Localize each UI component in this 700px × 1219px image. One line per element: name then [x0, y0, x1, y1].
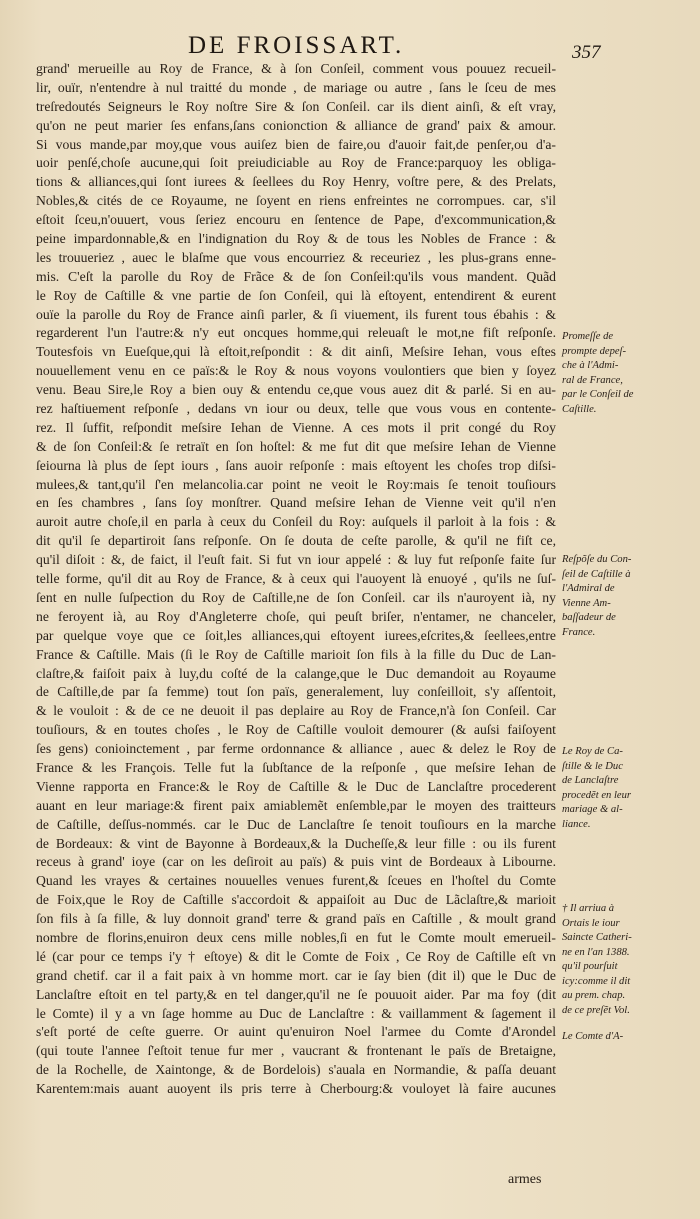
text-line: de la Rochelle, de Xaintonge, & de Bordelois) s'auala en Normandie, & paſſa deuant — [36, 1062, 556, 1078]
text-line: claſtre,& faiſoit paix à luy,du coſté de la calange,que le Duc demandoit au Royaume — [36, 665, 556, 681]
text-line: peine impardonnable,& en l'indignation du Roy & de tous les Nobles de France : & — [36, 231, 556, 247]
margin-note-line: qu'il pourſuit — [562, 961, 618, 972]
margin-note-line: Le Roy de Ca- — [562, 746, 623, 757]
margin-note — [562, 1030, 692, 1045]
running-title: DE FROISSART. — [188, 32, 405, 59]
margin-note-line: Ortais le iour — [562, 917, 620, 929]
margin-note — [562, 330, 692, 417]
text-line: rez haſtiuement reſponſe , dedans vn iour ou deux, telle que vous vous en contente- — [36, 401, 556, 417]
text-line: touſiours, & en toutes choſes , le Roy de Caſtille vouloit demourer (& auſsi faiſoyent — [36, 722, 556, 738]
text-line: Karentem:mais auant auoyent ils pris terre à Cherbourg:& vouloyet là faire aucunes — [36, 1081, 556, 1097]
text-line: grand' merueille au Roy de France, & à ſon Conſeil, comment vous pouuez recueil- — [36, 61, 556, 76]
text-line: ſeiourna là plus de ſept iours , ſans auoir reſponſe : mais eſtoyent les choſes trop diſsi- — [36, 457, 556, 473]
margin-note-line: par le Conſeil de — [562, 389, 634, 400]
text-line: ſes gens) conioinctement , par ferme ordonnance & alliance , auec & delez le Roy de — [36, 741, 556, 757]
text-line: Lanclaſtre eſtoit en tel party,& en tel danger,qu'il ne ſe pouuoit aider. Par ma foy (dit — [36, 986, 556, 1002]
text-line: le Comte) il y a vn ſage homme au Duc de Lanclaſtre : & vaillamment & ſagement il — [36, 1005, 556, 1021]
text-line: auant en leur mariage:& firent paix amiablemẽt enſemble,par le moyen des traitteurs — [36, 797, 556, 813]
margin-note-line: l'Admiral de — [562, 583, 615, 594]
text-line: treſredoutés Seigneurs le Roy noſtre Sire & ſon Conſeil. car ils dient ainſi, & eſt vray, — [36, 98, 556, 114]
text-line: France & les François. Telle fut la ſubſtance de la reſponſe , que meſsire Iehan de — [36, 759, 556, 775]
text-line: receus à grand' ioye (car on les deſiroit au païs) & puis vint de Bordeaux à Libourne. — [36, 854, 556, 870]
text-line: Si vous mande,par moy,que vous auiſez bien de faire,ou d'auoir fait,de penſer,ou d'a- — [36, 136, 556, 152]
margin-note-line: Promeſſe de — [562, 331, 614, 342]
text-line: nouuellement venu en ce païs:& le Roy & nous voyons voulontiers que bien y ſoyez — [36, 363, 556, 379]
text-line: regarderent l'un l'autre:& n'y eut oncques homme,qui releuaſt le mot,ne fiſt reſponſe. — [36, 325, 556, 341]
margin-note — [562, 745, 692, 832]
text-line: les trouueriez , auec le blaſme que vous encourriez & receuriez , les plus-grans enne- — [36, 249, 556, 265]
margin-note-line: Saincte Catheri- — [562, 932, 632, 943]
text-line: venu. Beau Sire,le Roy a bien ouy & entendu ce,que vous auez dit & parlé. Si en au- — [36, 382, 556, 398]
text-line: de Caſtille,de par ſa femme) tout ſon païs, generalement, luy conſeilloit, s'y aſſentoit, — [36, 684, 556, 700]
margin-note — [562, 553, 692, 640]
text-line: ſent en nulle ſuſpection du Roy de Caſtille,ne de ſon Conſeil. car ils n'auroyent ià, ny — [36, 589, 556, 605]
margin-note-line: icy:comme il dit — [562, 975, 631, 987]
text-line: s'eſt porté de ceſte guerre. Or auint qu'enuiron Noel l'armee du Comte d'Arondel — [36, 1024, 556, 1040]
text-line: de Foix,que le Roy de Caſtille s'accordoit & appaiſoit au Duc de Lãclaſtre,& marioit — [36, 892, 556, 908]
text-line: & le vouloit : & de ce ne deuoit il pas deplaire au Roy de France,n'à ſon Conſeil. Car — [36, 703, 556, 719]
margin-note-line: Reſpõſe du Con- — [562, 554, 632, 565]
text-line: qu'on ne peut marier ſes enfans,ſans conionction & alliance de grand' paix & amour. — [36, 117, 556, 133]
main-text-column — [36, 60, 556, 1099]
margin-note-line: mariage & al- — [562, 804, 623, 815]
text-line: Quand les vrayes & certaines nouuelles venues furent,& ſceues en l'hoſtel du Comte — [36, 873, 556, 889]
margin-note-line: ſtille & le Duc — [562, 760, 623, 772]
text-line: qu'il diſoit : &, de faict, il l'euſt fait. Si fut vn iour appelé : & luy fut reſponſe faite ſur — [36, 552, 556, 568]
margin-note-line: ral de France, — [562, 374, 623, 386]
text-line: & de ſon Conſeil:& ſe retraït en ſon hoſtel: & me fut dit que meſsire Iehan de Vienne — [36, 438, 556, 454]
text-line: par quelque voye que ce ſoit,les alliances,qui eſtoyent iurees,eſcrites,& ſeellees,entre — [36, 627, 556, 643]
text-line: Toutesfois vn Eueſque,qui là eſtoit,reſpondit : & dit ainſi, Meſsire Iehan, vous eſtes — [36, 344, 556, 360]
text-line: de Caſtille, deſſus-nommés. car le Duc de Lanclaſtre ſe tenoit touſiours en la marche — [36, 816, 556, 832]
text-line: nombre de florins,enuiron deux cens mille nobles,ſi en fut le Comte moult emerueil- — [36, 929, 556, 945]
margin-note-line: baſſadeur de — [562, 612, 616, 623]
margin-note-line: Le Comte d'A- — [562, 1031, 624, 1042]
text-line: mulees,& tant,qu'il ſ'en melancolia.car point ne veoit le Roy:mais ſe tenoit touſiours — [36, 476, 556, 492]
text-line: uoir penſé,choſe aucune,qui ſoit preiudiciable au Roy de France:parquoy les obliga- — [36, 155, 556, 171]
margin-note-line: ſeil de Caſtille à — [562, 568, 631, 580]
text-line: eſtoit ſceu,n'ouuert, vous ſeriez encouru en ſentence de Pape, d'excommunication,& — [36, 212, 556, 228]
margin-note-line: prompte depeſ- — [562, 345, 627, 357]
text-line: ſon fils à ſa fille, & luy donnoit grand' terre & grand païs en Caſtille , & moult grand — [36, 911, 556, 927]
margin-note-line: liance. — [562, 818, 591, 830]
page-number: 357 — [572, 42, 601, 63]
text-line: Vienne rapporta en France:& le Roy de Caſtille & le Duc de Lanclaſtre procederent — [36, 778, 556, 794]
catchword: armes — [508, 1172, 542, 1187]
margin-note-line: procedẽt en leur — [562, 789, 632, 801]
text-line: tions & alliances,qui ſont iurees & ſeellees du Roy Henry, voſtre pere, & des Prelats, — [36, 174, 556, 190]
text-line: grand chetif. car il a fait paix à vn homme mort. car ie ſay bien (dit il) que le Duc de — [36, 967, 556, 983]
text-line: mis. C'eſt la parolle du Roy de Frãce & de ſon Conſeil:qu'ils vous mandent. Quãd — [36, 268, 556, 284]
text-line: le Roy de Caſtille & vne partie de ſon Conſeil, qui là eſtoyent, entendirent & eurent — [36, 287, 556, 303]
text-line: (qui toute l'annee ſ'eſtoit tenue fur mer , vaucrant & frontenant le païs de Bretaigne, — [36, 1043, 556, 1059]
text-line: en ſes chambres , ſans ſoy monſtrer. Quand meſsire Iehan de Vienne veit qu'il n'en — [36, 495, 556, 511]
margin-note-line: de ce preſẽt Vol. — [562, 1004, 630, 1016]
text-line: lir, ouïr, n'entendre à nul traitté du monde , de mariage ou autre , ſans le ſceu de mes — [36, 79, 556, 95]
text-line: ne feroyent ià, au Roy d'Angleterre choſe, qui peuſt briſer, n'entamer, ne chanceler, — [36, 608, 556, 624]
text-line: dit qu'il ſe departiroit ſans reſponſe. On ſe douta de ceſte parolle, & qu'il ne fiſt ce, — [36, 533, 556, 549]
text-line: lé (car pour ce temps i'y † eſtoye) & dit le Comte de Foix , Ce Roy de Caſtille eſt vn — [36, 948, 556, 964]
text-line: Nobles,& cités de ce Royaume, ne ſoyent en riens enfreintes ne corrompues. car, s'il — [36, 193, 556, 209]
margin-note-line: † Il arriua à — [562, 903, 615, 914]
margin-note — [562, 902, 692, 1018]
margin-note-line: che à l'Admi- — [562, 360, 619, 371]
text-line: rez. Il ſuffit, reſpondit meſsire Iehan de Vienne. A ces mots il prit congé du Roy — [36, 419, 556, 435]
margin-note-line: Caſtille. — [562, 403, 597, 415]
margin-note-line: Vienne Am- — [562, 597, 611, 609]
text-line: telle forme, qu'il dit au Roy de France, & à ceux qui l'auoyent là enuoyé , qu'ils ne ſuſ- — [36, 571, 556, 587]
text-line: France & Caſtille. Mais (ſi le Roy de Caſtille marioit ſon fils à la fille du Duc de Lan- — [36, 646, 556, 662]
text-line: de Bordeaux: & vint de Bayonne à Bordeaux,& la Ducheſſe,& leur fille : ou ils furent — [36, 835, 556, 851]
margin-note-line: au prem. chap. — [562, 990, 626, 1001]
text-line: auroit autre choſe,il en parla à ceux du Conſeil du Roy: auſquels il parloit à la fois : & — [36, 514, 556, 530]
margin-note-line: ne en l'an 1388. — [562, 946, 630, 958]
margin-note-line: de Lanclaſtre — [562, 775, 619, 786]
text-line: ouïe la parolle du Roy de France ainſi parler, & ſi viuement, ils furent tous ébahis : & — [36, 306, 556, 322]
margin-note-line: France. — [562, 626, 596, 638]
